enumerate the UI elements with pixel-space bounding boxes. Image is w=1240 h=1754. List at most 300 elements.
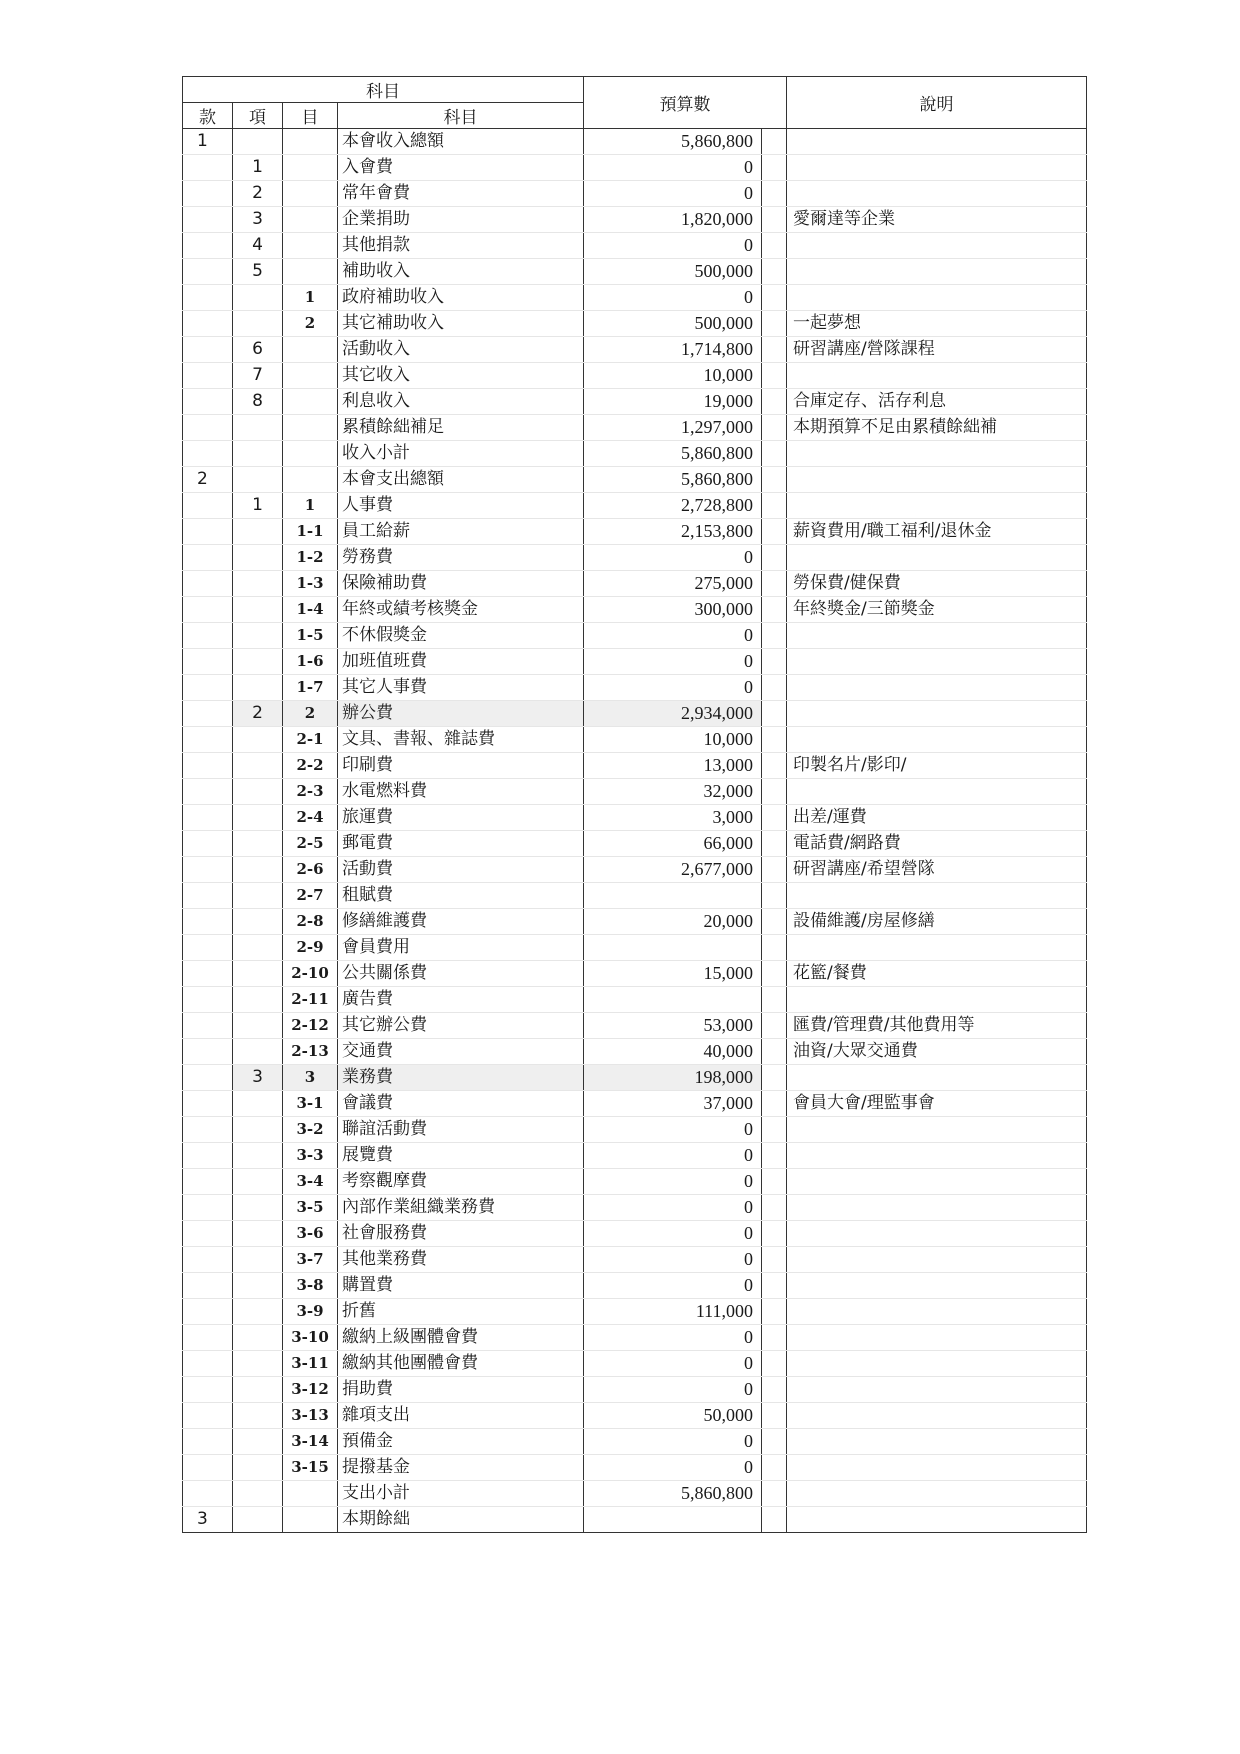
row-kuan bbox=[183, 857, 233, 883]
row-kuan bbox=[183, 831, 233, 857]
row-xiang: 8 bbox=[233, 389, 283, 415]
row-kuan bbox=[183, 519, 233, 545]
row-subject: 繳納其他團體會費 bbox=[338, 1351, 584, 1377]
row-spacer bbox=[762, 233, 787, 259]
row-amount: 0 bbox=[584, 1377, 762, 1403]
row-xiang bbox=[233, 649, 283, 675]
row-amount: 5,860,800 bbox=[584, 1481, 762, 1507]
row-kuan bbox=[183, 1013, 233, 1039]
row-xiang bbox=[233, 857, 283, 883]
row-spacer bbox=[762, 311, 787, 337]
row-amount: 1,820,000 bbox=[584, 207, 762, 233]
row-spacer bbox=[762, 1091, 787, 1117]
row-kuan bbox=[183, 1247, 233, 1273]
row-kuan bbox=[183, 207, 233, 233]
row-amount: 19,000 bbox=[584, 389, 762, 415]
row-mu: 3-13 bbox=[283, 1403, 338, 1429]
row-kuan bbox=[183, 935, 233, 961]
table-row bbox=[183, 1143, 1087, 1169]
row-kuan bbox=[183, 1143, 233, 1169]
row-kuan bbox=[183, 545, 233, 571]
row-xiang bbox=[233, 961, 283, 987]
budget-sheet bbox=[182, 76, 1086, 1533]
row-kuan bbox=[183, 259, 233, 285]
table-row bbox=[183, 1377, 1087, 1403]
row-mu bbox=[283, 337, 338, 363]
row-amount: 275,000 bbox=[584, 571, 762, 597]
table-row bbox=[183, 727, 1087, 753]
row-spacer bbox=[762, 337, 787, 363]
row-note: 出差/運費 bbox=[787, 805, 1087, 831]
row-kuan bbox=[183, 1273, 233, 1299]
row-spacer bbox=[762, 1403, 787, 1429]
row-mu: 3-2 bbox=[283, 1117, 338, 1143]
row-mu bbox=[283, 181, 338, 207]
table-row bbox=[183, 259, 1087, 285]
row-subject: 旅運費 bbox=[338, 805, 584, 831]
row-note bbox=[787, 1455, 1087, 1481]
row-subject: 郵電費 bbox=[338, 831, 584, 857]
row-amount: 0 bbox=[584, 1169, 762, 1195]
row-kuan bbox=[183, 1299, 233, 1325]
row-spacer bbox=[762, 909, 787, 935]
row-note bbox=[787, 1299, 1087, 1325]
row-xiang bbox=[233, 571, 283, 597]
row-note bbox=[787, 1117, 1087, 1143]
row-note bbox=[787, 701, 1087, 727]
row-spacer bbox=[762, 1195, 787, 1221]
row-note bbox=[787, 649, 1087, 675]
row-amount: 0 bbox=[584, 285, 762, 311]
table-row bbox=[183, 285, 1087, 311]
row-subject: 收入小計 bbox=[338, 441, 584, 467]
row-kuan bbox=[183, 1195, 233, 1221]
row-kuan bbox=[183, 441, 233, 467]
row-amount: 0 bbox=[584, 155, 762, 181]
row-spacer bbox=[762, 961, 787, 987]
row-xiang bbox=[233, 1455, 283, 1481]
row-amount bbox=[584, 883, 762, 909]
row-xiang bbox=[233, 1377, 283, 1403]
row-note bbox=[787, 1169, 1087, 1195]
row-mu: 3-1 bbox=[283, 1091, 338, 1117]
header-subject-group: 科目 bbox=[183, 77, 584, 103]
row-amount: 2,728,800 bbox=[584, 493, 762, 519]
row-mu: 3-14 bbox=[283, 1429, 338, 1455]
row-subject: 預備金 bbox=[338, 1429, 584, 1455]
header-amount: 預算數 bbox=[584, 77, 787, 129]
row-xiang: 7 bbox=[233, 363, 283, 389]
row-kuan bbox=[183, 493, 233, 519]
table-row bbox=[183, 1455, 1087, 1481]
row-spacer bbox=[762, 259, 787, 285]
table-row bbox=[183, 1117, 1087, 1143]
table-row bbox=[183, 311, 1087, 337]
row-mu: 3-12 bbox=[283, 1377, 338, 1403]
row-spacer bbox=[762, 987, 787, 1013]
row-note bbox=[787, 181, 1087, 207]
row-subject: 本會收入總額 bbox=[338, 129, 584, 155]
row-subject: 不休假獎金 bbox=[338, 623, 584, 649]
row-amount: 0 bbox=[584, 545, 762, 571]
row-xiang bbox=[233, 675, 283, 701]
row-xiang bbox=[233, 311, 283, 337]
row-kuan bbox=[183, 727, 233, 753]
row-mu: 2-5 bbox=[283, 831, 338, 857]
table-row bbox=[183, 1065, 1087, 1091]
row-spacer bbox=[762, 1117, 787, 1143]
row-note bbox=[787, 1273, 1087, 1299]
table-row bbox=[183, 701, 1087, 727]
row-mu: 3-15 bbox=[283, 1455, 338, 1481]
row-note bbox=[787, 1221, 1087, 1247]
row-kuan bbox=[183, 155, 233, 181]
row-amount: 0 bbox=[584, 1117, 762, 1143]
row-kuan bbox=[183, 961, 233, 987]
row-kuan bbox=[183, 753, 233, 779]
row-spacer bbox=[762, 753, 787, 779]
header-note: 說明 bbox=[787, 77, 1087, 129]
row-spacer bbox=[762, 1143, 787, 1169]
row-xiang bbox=[233, 1273, 283, 1299]
row-amount: 50,000 bbox=[584, 1403, 762, 1429]
row-spacer bbox=[762, 129, 787, 155]
row-xiang bbox=[233, 831, 283, 857]
row-xiang bbox=[233, 519, 283, 545]
row-kuan: 1 bbox=[183, 129, 233, 155]
row-subject: 活動收入 bbox=[338, 337, 584, 363]
row-spacer bbox=[762, 727, 787, 753]
table-row bbox=[183, 207, 1087, 233]
row-spacer bbox=[762, 1299, 787, 1325]
row-xiang bbox=[233, 805, 283, 831]
row-spacer bbox=[762, 155, 787, 181]
table-row bbox=[183, 1247, 1087, 1273]
row-spacer bbox=[762, 415, 787, 441]
row-spacer bbox=[762, 1247, 787, 1273]
row-subject: 租賦費 bbox=[338, 883, 584, 909]
row-amount: 10,000 bbox=[584, 363, 762, 389]
row-spacer bbox=[762, 441, 787, 467]
row-mu: 2-7 bbox=[283, 883, 338, 909]
table-row bbox=[183, 883, 1087, 909]
row-kuan bbox=[183, 675, 233, 701]
row-xiang bbox=[233, 727, 283, 753]
row-note: 一起夢想 bbox=[787, 311, 1087, 337]
row-amount: 20,000 bbox=[584, 909, 762, 935]
row-amount: 0 bbox=[584, 623, 762, 649]
row-subject: 保險補助費 bbox=[338, 571, 584, 597]
row-kuan bbox=[183, 1091, 233, 1117]
row-note bbox=[787, 441, 1087, 467]
row-mu bbox=[283, 207, 338, 233]
row-subject: 公共關係費 bbox=[338, 961, 584, 987]
row-amount: 13,000 bbox=[584, 753, 762, 779]
row-subject: 活動費 bbox=[338, 857, 584, 883]
row-amount: 66,000 bbox=[584, 831, 762, 857]
row-spacer bbox=[762, 571, 787, 597]
row-amount: 500,000 bbox=[584, 311, 762, 337]
row-amount: 0 bbox=[584, 1351, 762, 1377]
row-kuan bbox=[183, 1117, 233, 1143]
table-row bbox=[183, 389, 1087, 415]
row-kuan bbox=[183, 311, 233, 337]
row-spacer bbox=[762, 1039, 787, 1065]
row-amount: 0 bbox=[584, 233, 762, 259]
row-kuan bbox=[183, 1325, 233, 1351]
row-xiang bbox=[233, 753, 283, 779]
row-mu: 2 bbox=[283, 311, 338, 337]
row-note bbox=[787, 935, 1087, 961]
table-row bbox=[183, 441, 1087, 467]
row-kuan bbox=[183, 987, 233, 1013]
row-xiang: 3 bbox=[233, 1065, 283, 1091]
header-kuan: 款 bbox=[183, 103, 233, 129]
row-kuan bbox=[183, 1481, 233, 1507]
row-spacer bbox=[762, 493, 787, 519]
row-note: 設備維護/房屋修繕 bbox=[787, 909, 1087, 935]
row-xiang bbox=[233, 987, 283, 1013]
table-row bbox=[183, 675, 1087, 701]
row-subject: 內部作業組織業務費 bbox=[338, 1195, 584, 1221]
row-xiang bbox=[233, 467, 283, 493]
row-xiang: 4 bbox=[233, 233, 283, 259]
row-mu: 2-8 bbox=[283, 909, 338, 935]
row-spacer bbox=[762, 467, 787, 493]
row-amount: 0 bbox=[584, 1429, 762, 1455]
row-mu bbox=[283, 363, 338, 389]
table-row bbox=[183, 857, 1087, 883]
row-xiang bbox=[233, 1429, 283, 1455]
row-amount: 2,934,000 bbox=[584, 701, 762, 727]
table-row bbox=[183, 129, 1087, 155]
row-xiang bbox=[233, 779, 283, 805]
row-mu bbox=[283, 129, 338, 155]
row-xiang bbox=[233, 909, 283, 935]
row-mu: 2-4 bbox=[283, 805, 338, 831]
row-note bbox=[787, 129, 1087, 155]
table-row bbox=[183, 1039, 1087, 1065]
row-xiang bbox=[233, 441, 283, 467]
row-spacer bbox=[762, 623, 787, 649]
table-row bbox=[183, 233, 1087, 259]
row-xiang bbox=[233, 597, 283, 623]
row-amount: 3,000 bbox=[584, 805, 762, 831]
row-xiang bbox=[233, 1247, 283, 1273]
row-subject: 加班值班費 bbox=[338, 649, 584, 675]
row-subject: 支出小計 bbox=[338, 1481, 584, 1507]
row-spacer bbox=[762, 831, 787, 857]
table-row bbox=[183, 1429, 1087, 1455]
row-note bbox=[787, 493, 1087, 519]
row-kuan bbox=[183, 623, 233, 649]
row-spacer bbox=[762, 1455, 787, 1481]
row-amount: 0 bbox=[584, 1143, 762, 1169]
table-row bbox=[183, 1273, 1087, 1299]
row-amount: 0 bbox=[584, 1325, 762, 1351]
row-mu: 3-6 bbox=[283, 1221, 338, 1247]
row-subject: 其它補助收入 bbox=[338, 311, 584, 337]
table-row bbox=[183, 1351, 1087, 1377]
row-spacer bbox=[762, 597, 787, 623]
row-xiang bbox=[233, 1403, 283, 1429]
row-xiang bbox=[233, 883, 283, 909]
row-note bbox=[787, 467, 1087, 493]
table-row bbox=[183, 1481, 1087, 1507]
row-note bbox=[787, 1403, 1087, 1429]
row-mu: 3-9 bbox=[283, 1299, 338, 1325]
row-spacer bbox=[762, 675, 787, 701]
row-spacer bbox=[762, 389, 787, 415]
row-amount: 5,860,800 bbox=[584, 129, 762, 155]
row-note bbox=[787, 987, 1087, 1013]
table-row bbox=[183, 467, 1087, 493]
row-kuan bbox=[183, 1065, 233, 1091]
row-spacer bbox=[762, 935, 787, 961]
row-kuan bbox=[183, 1039, 233, 1065]
row-amount: 2,153,800 bbox=[584, 519, 762, 545]
row-kuan bbox=[183, 883, 233, 909]
row-spacer bbox=[762, 545, 787, 571]
row-kuan bbox=[183, 285, 233, 311]
row-mu: 2-10 bbox=[283, 961, 338, 987]
row-mu: 1-3 bbox=[283, 571, 338, 597]
row-note bbox=[787, 545, 1087, 571]
row-spacer bbox=[762, 1325, 787, 1351]
row-mu: 1 bbox=[283, 285, 338, 311]
row-note bbox=[787, 1377, 1087, 1403]
row-subject: 辦公費 bbox=[338, 701, 584, 727]
row-note bbox=[787, 1429, 1087, 1455]
row-amount bbox=[584, 1507, 762, 1533]
row-xiang bbox=[233, 1221, 283, 1247]
row-subject: 廣告費 bbox=[338, 987, 584, 1013]
budget-table bbox=[182, 76, 1087, 1533]
table-row bbox=[183, 1013, 1087, 1039]
table-row bbox=[183, 831, 1087, 857]
row-note bbox=[787, 1065, 1087, 1091]
header-xiang: 項 bbox=[233, 103, 283, 129]
row-kuan bbox=[183, 779, 233, 805]
row-subject: 員工給薪 bbox=[338, 519, 584, 545]
row-mu: 3-7 bbox=[283, 1247, 338, 1273]
table-row bbox=[183, 1195, 1087, 1221]
row-mu: 1-6 bbox=[283, 649, 338, 675]
row-spacer bbox=[762, 883, 787, 909]
row-kuan: 3 bbox=[183, 1507, 233, 1533]
row-xiang bbox=[233, 1117, 283, 1143]
row-note bbox=[787, 1247, 1087, 1273]
header-subject: 科目 bbox=[338, 103, 584, 129]
row-spacer bbox=[762, 181, 787, 207]
row-amount: 0 bbox=[584, 1195, 762, 1221]
row-subject: 交通費 bbox=[338, 1039, 584, 1065]
row-mu: 1-7 bbox=[283, 675, 338, 701]
row-kuan bbox=[183, 909, 233, 935]
row-note: 薪資費用/職工福利/退休金 bbox=[787, 519, 1087, 545]
row-subject: 政府補助收入 bbox=[338, 285, 584, 311]
row-mu: 3-10 bbox=[283, 1325, 338, 1351]
row-note: 印製名片/影印/ bbox=[787, 753, 1087, 779]
row-amount: 5,860,800 bbox=[584, 441, 762, 467]
row-note bbox=[787, 883, 1087, 909]
row-amount: 37,000 bbox=[584, 1091, 762, 1117]
row-xiang bbox=[233, 1143, 283, 1169]
row-amount: 0 bbox=[584, 181, 762, 207]
row-mu: 1-4 bbox=[283, 597, 338, 623]
row-xiang bbox=[233, 1091, 283, 1117]
table-row bbox=[183, 1299, 1087, 1325]
row-kuan bbox=[183, 649, 233, 675]
row-kuan bbox=[183, 337, 233, 363]
row-amount bbox=[584, 987, 762, 1013]
row-subject: 業務費 bbox=[338, 1065, 584, 1091]
row-subject: 提撥基金 bbox=[338, 1455, 584, 1481]
row-note: 研習講座/營隊課程 bbox=[787, 337, 1087, 363]
table-row bbox=[183, 961, 1087, 987]
row-subject: 利息收入 bbox=[338, 389, 584, 415]
row-note: 會員大會/理監事會 bbox=[787, 1091, 1087, 1117]
row-subject: 勞務費 bbox=[338, 545, 584, 571]
row-xiang: 2 bbox=[233, 701, 283, 727]
row-mu: 3-11 bbox=[283, 1351, 338, 1377]
row-amount: 1,714,800 bbox=[584, 337, 762, 363]
row-amount bbox=[584, 935, 762, 961]
row-subject: 印刷費 bbox=[338, 753, 584, 779]
table-row bbox=[183, 337, 1087, 363]
row-note bbox=[787, 1481, 1087, 1507]
row-amount: 0 bbox=[584, 1273, 762, 1299]
table-row bbox=[183, 935, 1087, 961]
row-subject: 展覽費 bbox=[338, 1143, 584, 1169]
row-spacer bbox=[762, 1507, 787, 1533]
row-spacer bbox=[762, 519, 787, 545]
row-mu bbox=[283, 415, 338, 441]
row-mu: 2-1 bbox=[283, 727, 338, 753]
row-mu: 2-9 bbox=[283, 935, 338, 961]
table-row bbox=[183, 181, 1087, 207]
row-amount: 40,000 bbox=[584, 1039, 762, 1065]
row-spacer bbox=[762, 857, 787, 883]
row-amount: 111,000 bbox=[584, 1299, 762, 1325]
row-xiang bbox=[233, 1039, 283, 1065]
row-xiang bbox=[233, 1299, 283, 1325]
row-kuan bbox=[183, 571, 233, 597]
row-amount: 5,860,800 bbox=[584, 467, 762, 493]
table-body bbox=[183, 129, 1087, 1533]
row-amount: 300,000 bbox=[584, 597, 762, 623]
row-spacer bbox=[762, 805, 787, 831]
table-row bbox=[183, 649, 1087, 675]
row-note bbox=[787, 285, 1087, 311]
row-note: 本期預算不足由累積餘絀補 bbox=[787, 415, 1087, 441]
row-xiang bbox=[233, 415, 283, 441]
row-subject: 企業捐助 bbox=[338, 207, 584, 233]
row-mu: 2 bbox=[283, 701, 338, 727]
row-spacer bbox=[762, 1221, 787, 1247]
row-spacer bbox=[762, 1013, 787, 1039]
table-row bbox=[183, 1221, 1087, 1247]
row-amount: 0 bbox=[584, 1221, 762, 1247]
row-note bbox=[787, 1325, 1087, 1351]
row-note bbox=[787, 675, 1087, 701]
row-mu: 3-3 bbox=[283, 1143, 338, 1169]
row-subject: 其他捐款 bbox=[338, 233, 584, 259]
row-kuan bbox=[183, 363, 233, 389]
row-amount: 15,000 bbox=[584, 961, 762, 987]
row-amount: 0 bbox=[584, 675, 762, 701]
row-kuan bbox=[183, 597, 233, 623]
